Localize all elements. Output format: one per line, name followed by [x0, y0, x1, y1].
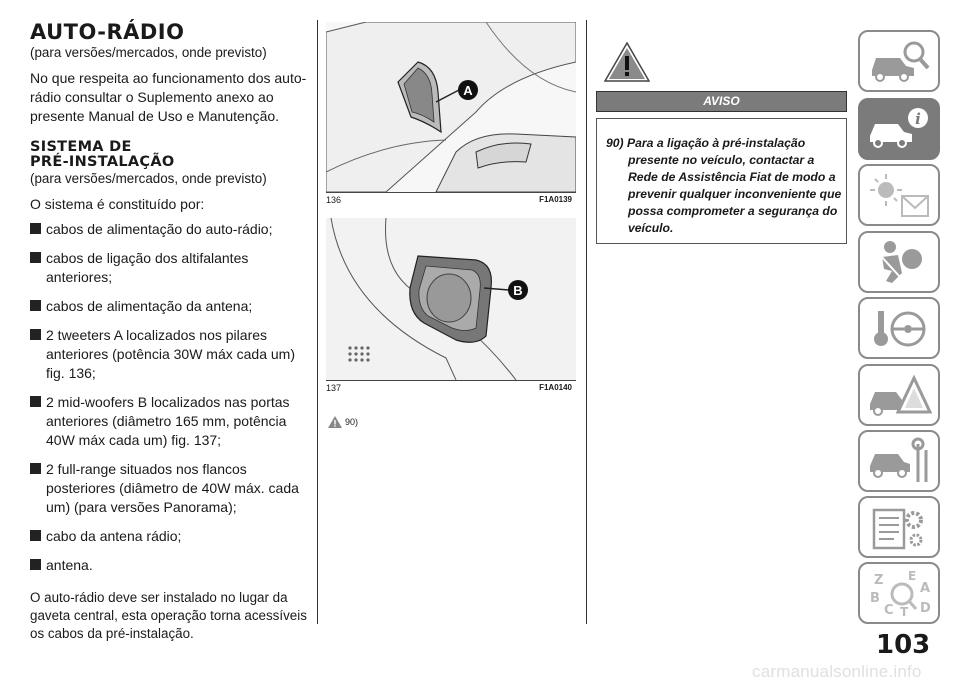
callout-b-label: B	[513, 283, 523, 298]
checkbox-bullet-icon	[30, 329, 41, 340]
figure-136-image	[326, 22, 576, 192]
list-item: cabo da antena rádio;	[30, 527, 315, 546]
figure-rule	[326, 380, 576, 381]
car-info-icon	[866, 104, 932, 156]
section-subtitle: (para versões/mercados, onde previsto)	[30, 171, 267, 186]
figure-137-image	[326, 218, 576, 380]
checkbox-bullet-icon	[30, 559, 41, 570]
section-title-line2: PRÉ-INSTALAÇÃO	[30, 154, 175, 170]
warning-reference-label: 90)	[345, 417, 359, 427]
index-letter: Z	[874, 573, 884, 588]
tab-lights-messages[interactable]	[858, 164, 940, 226]
aviso-box	[596, 118, 847, 244]
checkbox-bullet-icon	[30, 463, 41, 474]
aviso-title: AVISO	[596, 91, 847, 112]
page-number: 103	[876, 630, 931, 660]
lights-message-icon	[866, 170, 932, 222]
list-item: 2 tweeters A localizados nos pilares anteriores (potência 30W máx cada um) fig. 136;	[30, 326, 315, 383]
tab-car-search[interactable]	[858, 30, 940, 92]
aviso-first-line: 90) Para a ligação à pré-instalação	[606, 136, 806, 150]
tab-car-info[interactable]	[858, 98, 940, 160]
checkbox-bullet-icon	[30, 252, 41, 263]
small-warning-icon	[328, 416, 342, 428]
list-item: antena.	[30, 556, 315, 575]
figure-code: F1A0140	[539, 383, 572, 392]
list-item: cabos de ligação dos altifalantes anteriores;	[30, 249, 315, 287]
list-item: 2 mid-woofers B localizados nas portas anteriores (diâmetro 165 mm, potência 40W máx cada um) fig. 137;	[30, 393, 315, 450]
tab-alphabetic-index[interactable]	[858, 562, 940, 624]
index-letter: T	[900, 605, 909, 619]
list-item: 2 full-range situados nos flancos posteriores (diâmetro de 40W máx. cada um) (para versões Panorama);	[30, 460, 315, 517]
warning-reference[interactable]	[328, 416, 358, 428]
page-title: AUTO-RÁDIO	[30, 20, 185, 44]
index-letter: C	[884, 603, 894, 618]
list-item: cabos de alimentação do auto-rádio;	[30, 220, 315, 239]
section-title	[30, 140, 315, 170]
list-item: cabos de alimentação da antena;	[30, 297, 315, 316]
system-intro: O sistema é constituído por:	[30, 196, 205, 212]
svg-text:i: i	[915, 110, 921, 128]
car-tools-icon	[866, 436, 932, 488]
figure-number: 137	[326, 383, 342, 393]
car-search-icon	[866, 36, 932, 88]
tab-airbag-safety[interactable]	[858, 231, 940, 293]
figure-code: F1A0139	[539, 195, 572, 204]
index-letter: E	[908, 569, 917, 583]
index-letter: D	[920, 601, 931, 616]
tab-emergency[interactable]	[858, 364, 940, 426]
warning-triangle-icon	[604, 42, 650, 82]
checkbox-bullet-icon	[30, 530, 41, 541]
spec-sheet-gear-icon	[866, 502, 932, 554]
title-subtitle: (para versões/mercados, onde previsto)	[30, 45, 267, 60]
column-divider	[586, 20, 587, 624]
callout-a-label: A	[463, 83, 473, 98]
aviso-text	[606, 135, 842, 237]
section-title-line1: SISTEMA DE	[30, 139, 132, 155]
aviso-body: presente no veículo, contactar a Rede de Assistência Fiat de modo a prevenir qualquer inconveniente que possa comprometer a segurança do veículo.	[628, 153, 842, 235]
figure-137-caption	[326, 383, 576, 395]
column-divider	[317, 20, 318, 624]
watermark: carmanualsonline.info	[752, 662, 922, 681]
figure-136-caption	[326, 195, 576, 207]
figure-rule	[326, 192, 576, 193]
key-steering-wheel-icon	[866, 303, 932, 355]
checkbox-bullet-icon	[30, 300, 41, 311]
index-letter: A	[920, 581, 931, 596]
checkbox-bullet-icon	[30, 396, 41, 407]
component-list	[30, 220, 315, 575]
tab-starting-driving[interactable]	[858, 297, 940, 359]
intro-paragraph: No que respeita ao funcionamento dos auto-rádio consultar o Suplemento anexo ao presente Manual de Uso e Manutenção.	[30, 70, 307, 124]
airbag-seatbelt-icon	[866, 237, 932, 289]
left-column	[30, 20, 315, 643]
alphabet-index-icon	[866, 568, 932, 620]
tab-maintenance[interactable]	[858, 430, 940, 492]
figure-number: 136	[326, 195, 342, 205]
index-letter: B	[870, 591, 880, 606]
checkbox-bullet-icon	[30, 223, 41, 234]
closing-paragraph: O auto-rádio deve ser instalado no lugar da gaveta central, esta operação torna acessíveis os cabos da pré-instalação.	[30, 590, 307, 641]
tab-technical-data[interactable]	[858, 496, 940, 558]
car-warning-triangle-icon	[866, 370, 932, 422]
